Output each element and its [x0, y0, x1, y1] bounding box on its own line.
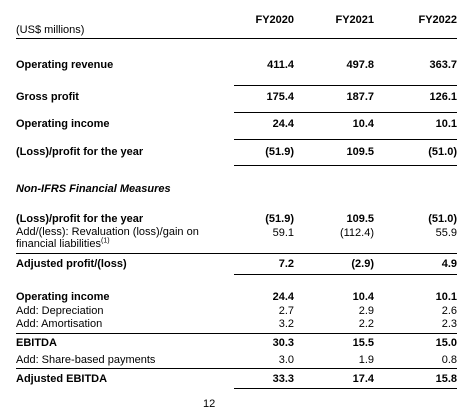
- rule-before-ebitda: [16, 333, 457, 334]
- row-revaluation-fy2022: 55.9: [435, 227, 457, 239]
- rule-before-adjusted-ebitda: [16, 368, 457, 369]
- row-adjusted-profit-label: Adjusted profit/(loss): [16, 258, 127, 270]
- rule-after-profit-for-year: [234, 165, 457, 166]
- rule-after-gross-profit: [234, 112, 457, 113]
- row-revaluation-fy2020: 59.1: [272, 227, 294, 239]
- row-nonifrs-profit-fy2022: (51.0): [428, 213, 457, 225]
- row-operating-income-fy2020: 24.4: [272, 118, 294, 130]
- row-revaluation-label-line2: financial liabilities$^{(1)}$: [16, 237, 110, 250]
- row-nonifrs-profit-fy2020: (51.9): [265, 213, 294, 225]
- column-header-fy2021: FY2021: [335, 14, 374, 26]
- row-adjusted-profit-fy2022: 4.9: [441, 258, 457, 270]
- row-operating-income-label: Operating income: [16, 118, 110, 130]
- column-header-fy2020: FY2020: [255, 14, 294, 26]
- page-number: 12: [203, 398, 216, 410]
- row-depreciation-fy2021: 2.9: [358, 305, 374, 317]
- row-gross-profit-fy2021: 187.7: [346, 91, 374, 103]
- row-operating-income-fy2022: 10.1: [435, 118, 457, 130]
- units-label: (US$ millions): [16, 24, 85, 36]
- row-adjusted-ebitda-label: Adjusted EBITDA: [16, 373, 108, 385]
- rule-after-adjusted-ebitda: [234, 388, 457, 389]
- row-revaluation-fy2021: (112.4): [339, 227, 374, 239]
- row-depreciation-fy2020: 2.7: [278, 305, 294, 317]
- column-header-fy2022: FY2022: [418, 14, 457, 26]
- row-amortisation-fy2021: 2.2: [358, 318, 374, 330]
- row-operating-revenue-fy2020: 411.4: [267, 59, 294, 71]
- non-ifrs-heading: Non-IFRS Financial Measures: [16, 183, 171, 195]
- row-ebitda-fy2022: 15.0: [435, 337, 457, 349]
- row-adjusted-profit-fy2021: (2.9): [351, 258, 374, 270]
- row-depreciation-label: Add: Depreciation: [16, 305, 104, 317]
- rule-before-adjusted-profit: [16, 253, 457, 254]
- row-adjusted-profit-fy2020: 7.2: [278, 258, 294, 270]
- row-depreciation-fy2022: 2.6: [441, 305, 457, 317]
- row-revaluation-label-line1: Add/(less): Revaluation (loss)/gain on: [16, 226, 199, 238]
- row-operating-revenue-fy2022: 363.7: [429, 59, 457, 71]
- row-amortisation-fy2022: 2.3: [441, 318, 457, 330]
- row-share-based-label: Add: Share-based payments: [16, 354, 156, 366]
- row-gross-profit-fy2022: 126.1: [429, 91, 457, 103]
- header-rule: [16, 38, 457, 39]
- row-amortisation-label: Add: Amortisation: [16, 318, 103, 330]
- row-operating-revenue-label: Operating revenue: [16, 59, 114, 71]
- row-operating-income-fy2021: 10.4: [352, 118, 374, 130]
- row-ebitda-operating-income-fy2020: 24.4: [272, 291, 294, 303]
- row-amortisation-fy2020: 3.2: [278, 318, 294, 330]
- row-gross-profit-label: Gross profit: [16, 91, 79, 103]
- row-share-based-fy2022: 0.8: [441, 354, 457, 366]
- row-nonifrs-profit-label: (Loss)/profit for the year: [16, 213, 144, 225]
- rule-after-adjusted-profit: [234, 274, 457, 275]
- row-profit-for-year-fy2020: (51.9): [265, 146, 294, 158]
- row-adjusted-ebitda-fy2020: 33.3: [272, 373, 294, 385]
- row-share-based-fy2021: 1.9: [358, 354, 374, 366]
- row-adjusted-ebitda-fy2021: 17.4: [352, 373, 374, 385]
- row-ebitda-operating-income-fy2021: 10.4: [352, 291, 374, 303]
- row-profit-for-year-fy2021: 109.5: [346, 146, 374, 158]
- row-ebitda-fy2020: 30.3: [272, 337, 294, 349]
- row-gross-profit-fy2020: 175.4: [266, 91, 294, 103]
- row-ebitda-operating-income-fy2022: 10.1: [435, 291, 457, 303]
- rule-after-revenue: [234, 85, 457, 86]
- footnote-marker: (1): [101, 237, 110, 245]
- row-ebitda-label: EBITDA: [16, 337, 57, 349]
- row-profit-for-year-label: (Loss)/profit for the year: [16, 146, 144, 158]
- rule-after-operating-income: [234, 139, 457, 140]
- row-operating-revenue-fy2021: 497.8: [346, 59, 374, 71]
- row-ebitda-fy2021: 15.5: [352, 337, 374, 349]
- row-adjusted-ebitda-fy2022: 15.8: [435, 373, 457, 385]
- row-profit-for-year-fy2022: (51.0): [428, 146, 457, 158]
- row-nonifrs-profit-fy2021: 109.5: [346, 213, 374, 225]
- row-share-based-fy2020: 3.0: [278, 354, 294, 366]
- row-ebitda-operating-income-label: Operating income: [16, 291, 110, 303]
